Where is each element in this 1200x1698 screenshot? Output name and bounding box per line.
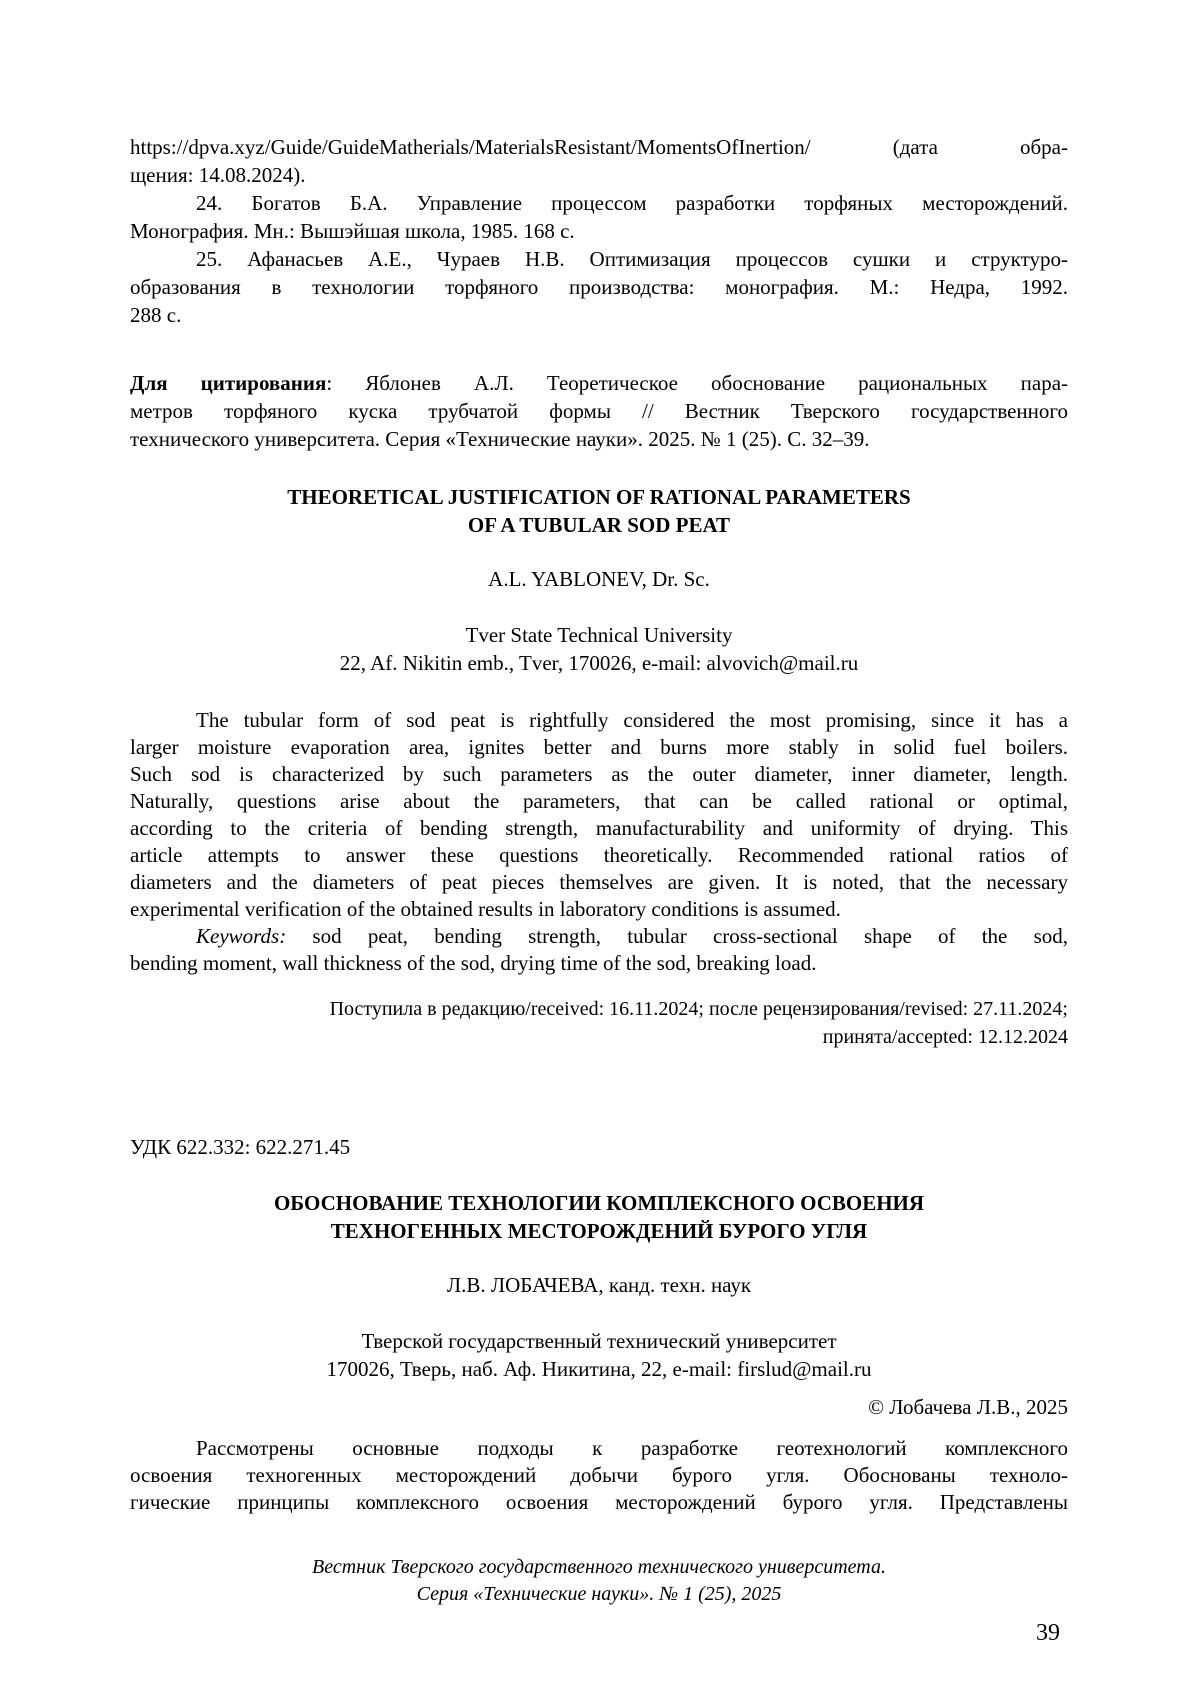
journal-issue-line: Серия «Технические науки». № 1 (25), 2025 xyxy=(416,1583,782,1605)
abstract-line: according to the criteria of bending strength, manufacturability and uniformity of drying. This xyxy=(130,816,1068,840)
russian-affiliation-address: 170026, Тверь, наб. Аф. Никитина, 22, e-mail: firslud@mail.ru xyxy=(326,1357,872,1381)
citation-label: Для цитирования xyxy=(130,371,327,395)
english-author: A.L. YABLONEV, Dr. Sc. xyxy=(488,567,710,591)
citation-line xyxy=(130,369,1068,397)
english-affiliation-university: Tver State Technical University xyxy=(465,623,733,647)
udc-code: УДК 622.332: 622.271.45 xyxy=(130,1135,351,1159)
reference-line: Монография. Мн.: Вышэйшая школа, 1985. 168 с. xyxy=(130,219,575,243)
abstract-line: article attempts to answer these questions theoretically. Recommended rational ratios of xyxy=(130,843,1068,867)
english-abstract xyxy=(130,707,1068,977)
keywords-text: sod peat, bending strength, tubular cross-sectional shape of the sod, xyxy=(286,924,1068,948)
citation-block xyxy=(130,369,1068,453)
russian-author: Л.В. ЛОБАЧЕВА, канд. техн. наук xyxy=(446,1273,752,1297)
received-line: Поступила в редакцию/received: 16.11.2024; после рецензирования/revised: 27.11.2024; xyxy=(329,998,1068,1020)
abstract-line: Рассмотрены основные подходы к разработке геотехнологий комплексного xyxy=(196,1436,1068,1460)
abstract-line: larger moisture evaporation area, ignites better and burns more stably in solid fuel boilers. xyxy=(130,735,1068,759)
abstract-line: освоения техногенных месторождений добычи бурого угля. Обоснованы техноло- xyxy=(130,1463,1068,1487)
citation-text: : Яблонев А.Л. Теоретическое обоснование рациональных пара- xyxy=(326,371,1069,395)
abstract-line: Naturally, questions arise about the parameters, that can be called rational or optimal, xyxy=(130,789,1068,813)
citation-line: метров торфяного куска трубчатой формы // Вестник Тверского государственного xyxy=(130,399,1068,423)
abstract-line: diameters and the diameters of peat pieces themselves are given. It is noted, that the necessary xyxy=(130,870,1068,894)
russian-affiliation-university: Тверской государственный технический университет xyxy=(361,1329,837,1353)
english-title-line: OF A TUBULAR SOD PEAT xyxy=(467,513,731,537)
abstract-line: Such sod is characterized by such parameters as the outer diameter, inner diameter, length. xyxy=(130,762,1068,786)
russian-abstract xyxy=(130,1435,1068,1516)
citation-line: технического университета. Серия «Технические науки». 2025. № 1 (25). С. 32–39. xyxy=(130,427,870,451)
keywords-label: Keywords: xyxy=(196,924,287,948)
reference-line: 288 с. xyxy=(130,303,182,327)
abstract-line: гические принципы комплексного освоения месторождений бурого угля. Представлены xyxy=(130,1490,1068,1514)
page-number: 39 xyxy=(1036,1620,1060,1646)
copyright-notice: © Лобачева Л.В., 2025 xyxy=(868,1395,1068,1419)
russian-title-line: ТЕХНОГЕННЫХ МЕСТОРОЖДЕНИЙ БУРОГО УГЛЯ xyxy=(330,1219,868,1243)
reference-entry-24: 24. Богатов Б.А. Управление процессом разработки торфяных месторождений. xyxy=(196,191,1068,215)
russian-affiliation xyxy=(130,1327,1068,1383)
keywords-line: bending moment, wall thickness of the sod, drying time of the sod, breaking load. xyxy=(130,951,817,975)
page-content xyxy=(130,0,1068,1648)
russian-article-title xyxy=(130,1189,1068,1245)
abstract-line: experimental verification of the obtained results in laboratory conditions is assumed. xyxy=(130,897,841,921)
russian-title-line: ОБОСНОВАНИЕ ТЕХНОЛОГИИ КОМПЛЕКСНОГО ОСВОЕНИЯ xyxy=(273,1191,925,1215)
english-affiliation xyxy=(130,621,1068,677)
accepted-line: принята/accepted: 12.12.2024 xyxy=(822,1026,1068,1048)
english-article-title xyxy=(130,483,1068,539)
journal-footer xyxy=(130,1554,1068,1608)
reference-line: щения: 14.08.2024). xyxy=(130,163,306,187)
abstract-line: The tubular form of sod peat is rightfully considered the most promising, since it has a xyxy=(196,708,1068,732)
received-dates xyxy=(130,995,1068,1051)
keywords-line xyxy=(130,923,1068,950)
journal-name-line: Вестник Тверского государственного технического университета. xyxy=(312,1556,886,1578)
reference-entry-25: 25. Афанасьев А.Е., Чураев Н.В. Оптимизация процессов сушки и структуро- xyxy=(196,247,1068,271)
reference-line: https://dpva.xyz/Guide/GuideMatherials/MaterialsResistant/MomentsOfInertion/ (дата обра- xyxy=(130,135,1068,159)
reference-line: образования в технологии торфяного производства: монография. М.: Недра, 1992. xyxy=(130,275,1068,299)
english-title-line: THEORETICAL JUSTIFICATION OF RATIONAL PARAMETERS xyxy=(287,485,911,509)
references-tail xyxy=(130,0,1068,329)
english-affiliation-address: 22, Af. Nikitin emb., Tver, 170026, e-mail: alvovich@mail.ru xyxy=(339,651,859,675)
